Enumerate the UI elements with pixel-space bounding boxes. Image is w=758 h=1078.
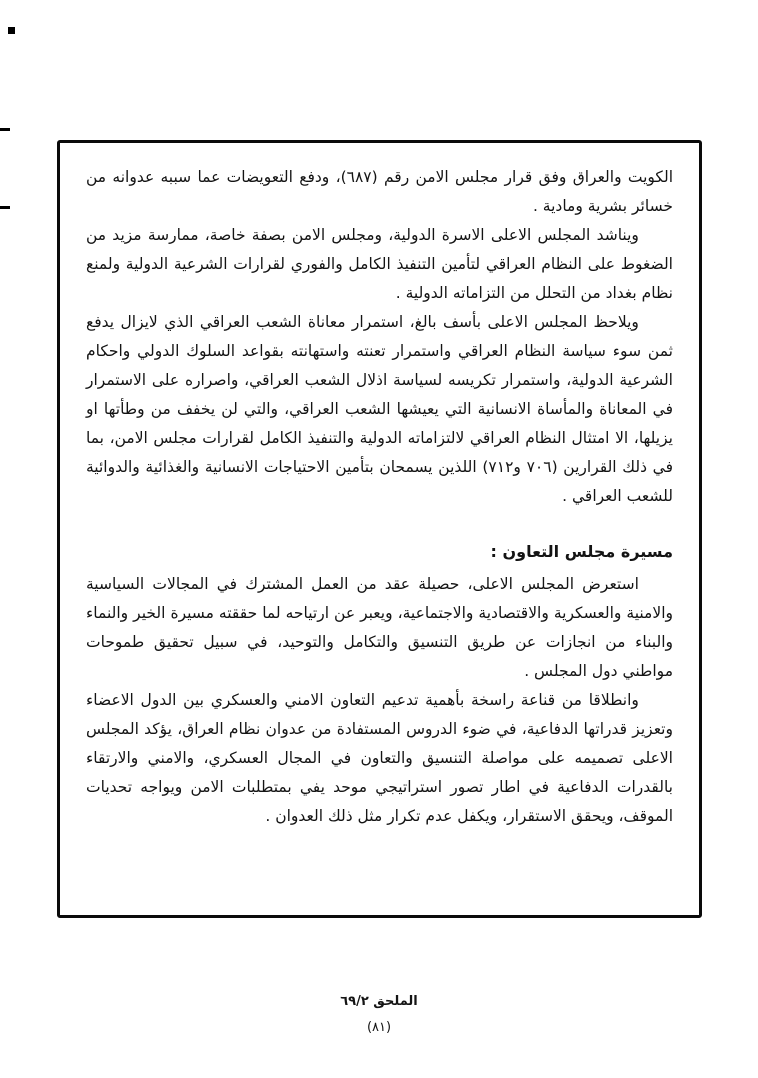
paragraph: وانطلاقا من قناعة راسخة بأهمية تدعيم التعاون الامني والعسكري بين الدول الاعضاء وتعزيز قدراتها الدفاعية، في ضوء الدروس المستفادة من عدوان نظام العراق، يؤكد المجلس الاعلى تصميمه على مواصلة التنسيق والتعاون في المجال العسكري، والامني والارتقاء بالقدرات الدفاعية في اطار تصور استراتيجي موحد يفي بمتطلبات الامن ويواجه تحديات الموقف، ويحقق الاستقرار، ويكفل عدم تكرار مثل ذلك العدوان .: [86, 691, 673, 825]
scan-artifact-dot: [8, 27, 15, 34]
scan-artifact-dash: [0, 206, 10, 209]
section-heading: مسيرة مجلس التعاون :: [490, 542, 673, 561]
page-number: (٨١): [366, 1020, 392, 1035]
paragraph: استعرض المجلس الاعلى، حصيلة عقد من العمل المشترك في المجالات السياسية والامنية والعسكرية والاقتصادية والاجتماعية، ويعبر عن ارتياحه لما حققته مسيرة الخير والنماء والبناء من انجازات عن طريق التنسيق والتكامل والتوحيد، في سبيل تحقيق طموحات مواطني دول المجلس .: [86, 575, 673, 680]
scan-artifact-dash: [0, 128, 10, 131]
annex-label: الملحق ٦٩/٢: [340, 994, 418, 1009]
paragraph: ويلاحظ المجلس الاعلى بأسف بالغ، استمرار معاناة الشعب العراقي الذي لايزال يدفع ثمن سوء سياسة النظام العراقي واستمرار تعنته واستهانته بقواعد السلوك الدولي واحكام الشرعية الدولية، واستمرار تكريسه لسياسة اذلال الشعب العراقي، واصراره على الاستمرار في المعاناة والمأساة الانسانية التي يعيشها الشعب العراقي، والتي لن يخفف من وطأتها او يزيلها، الا امتثال النظام العراقي لالتزاماته الدولية والتنفيذ الكامل لقرارات مجلس الامن، بما في ذلك القرارين (٧٠٦ و٧١٢) اللذين يسمحان بتأمين الاحتياجات الانسانية والغذائية والدوائية للشعب العراقي .: [86, 313, 673, 505]
bordered-text-box: [57, 140, 702, 918]
page-footer: [0, 994, 758, 1036]
paragraph-continuation: الكويت والعراق وفق قرار مجلس الامن رقم (٦٨٧)، ودفع التعويضات عما سببه عدوانه من خسائر بشرية ومادية .: [86, 168, 674, 215]
paragraph: ويناشد المجلس الاعلى الاسرة الدولية، ومجلس الامن بصفة خاصة، ممارسة مزيد من الضغوط على النظام العراقي لتأمين التنفيذ الكامل والفوري لقرارات الشرعية الدولية ولمنع نظام بغداد من التحلل من التزاماته الدولية .: [86, 226, 673, 302]
